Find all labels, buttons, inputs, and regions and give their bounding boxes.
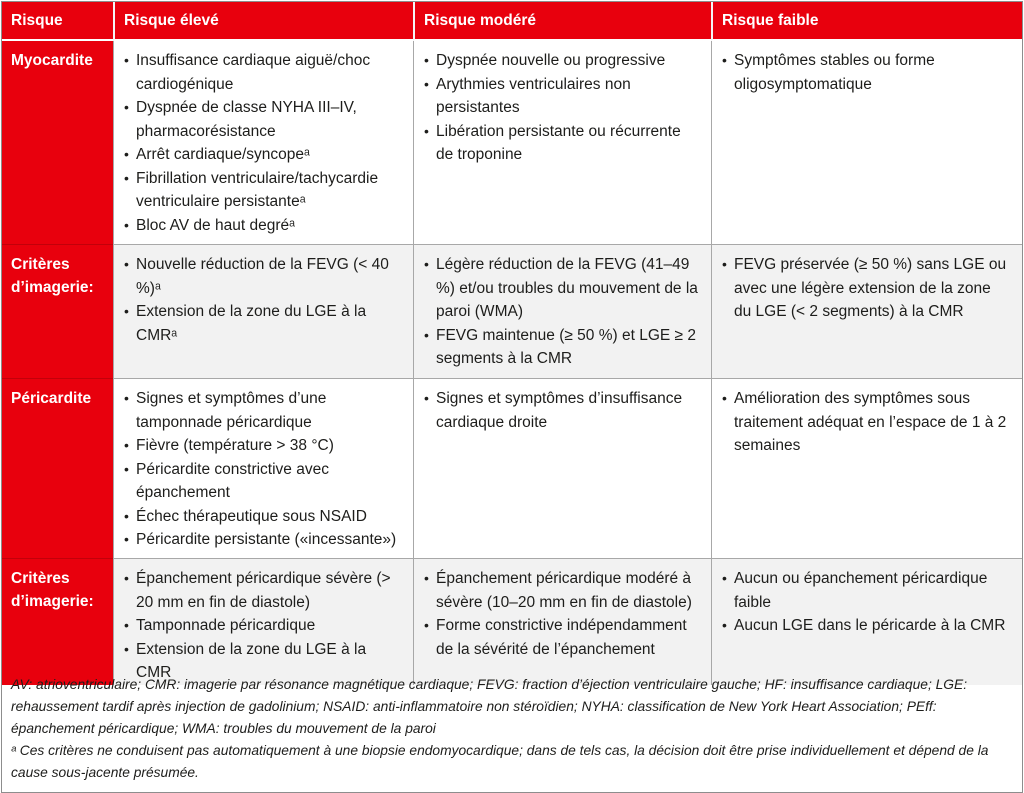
criteria-item: • Épanchement péricardique modéré à sévère (10–20 mm en fin de diastole)	[423, 567, 699, 614]
criteria-item: • Extension de la zone du LGE à la CMR	[123, 638, 401, 685]
cell-low-risk	[711, 558, 1022, 685]
cell-moderate-risk	[413, 244, 711, 378]
row-label: Péricardite	[2, 378, 113, 558]
criteria-item: • Fièvre (température > 38 °C)	[123, 434, 401, 458]
criteria-item: • Extension de la zone du LGE à la CMRᵃ	[123, 300, 401, 347]
cell-moderate-risk	[413, 558, 711, 685]
criteria-item: • Forme constrictive indépendamment de la sévérité de l’épanchement	[423, 614, 699, 661]
criteria-item: • Bloc AV de haut degréᵃ	[123, 214, 401, 238]
criteria-item: • Arythmies ventriculaires non persistantes	[423, 73, 699, 120]
criteria-item: • FEVG maintenue (≥ 50 %) et LGE ≥ 2 segments à la CMR	[423, 324, 699, 371]
table-header-row	[2, 2, 1022, 41]
table-row-pericardite	[2, 378, 1022, 558]
criteria-item: • Insuffisance cardiaque aiguë/choc cardiogénique	[123, 49, 401, 96]
criteria-item: • Échec thérapeutique sous NSAID	[123, 505, 401, 529]
cell-low-risk	[711, 378, 1022, 558]
cell-high-risk	[113, 378, 413, 558]
criteria-item: • Nouvelle réduction de la FEVG (< 40 %)ᵃ	[123, 253, 401, 300]
criteria-item: • Libération persistante ou récurrente de troponine	[423, 120, 699, 167]
criteria-item: • Épanchement péricardique sévère (> 20 mm en fin de diastole)	[123, 567, 401, 614]
row-label: Critères d’imagerie:	[2, 558, 113, 685]
criteria-item: • Dyspnée de classe NYHA III–IV, pharmacorésistance	[123, 96, 401, 143]
criteria-item: • Aucun LGE dans le péricarde à la CMR	[721, 614, 1010, 638]
table-row-imaging-myocardite	[2, 244, 1022, 378]
cell-moderate-risk	[413, 378, 711, 558]
criteria-item: • Péricardite constrictive avec épanchement	[123, 458, 401, 505]
criteria-item: • Arrêt cardiaque/syncopeᵃ	[123, 143, 401, 167]
criteria-item: • Signes et symptômes d’insuffisance cardiaque droite	[423, 387, 699, 434]
cell-moderate-risk	[413, 41, 711, 244]
risk-table-figure	[1, 1, 1023, 793]
footnote-abbreviations: AV: atrioventriculaire; CMR: imagerie par résonance magnétique cardiaque; FEVG: fraction d’éjection ventriculaire gauche; HF: insuffisance cardiaque; LGE: rehaussement tardif après injection de gadolinium; NSAID: anti-inflammatoire non stéroïdien; NYHA: classification de New York Heart Association; PEff: épanchement péricardique; WMA: troubles du mouvement de la paroi	[11, 677, 968, 736]
criteria-item: • Tamponnade péricardique	[123, 614, 401, 638]
footnote-a: ᵃ Ces critères ne conduisent pas automatiquement à une biopsie endomyocardique; dans de tels cas, la décision doit être prise individuellement et dépend de la cause sous-jacente présumée.	[11, 743, 989, 780]
criteria-item: • Symptômes stables ou forme oligosymptomatique	[721, 49, 1010, 96]
header-cell-risque-modere: Risque modéré	[413, 2, 711, 41]
criteria-item: • Légère réduction de la FEVG (41–49 %) et/ou troubles du mouvement de la paroi (WMA)	[423, 253, 699, 324]
criteria-item: • Fibrillation ventriculaire/tachycardie ventriculaire persistanteᵃ	[123, 167, 401, 214]
header-cell-risque-eleve: Risque élevé	[113, 2, 413, 41]
criteria-item: • Dyspnée nouvelle ou progressive	[423, 49, 699, 73]
cell-high-risk	[113, 244, 413, 378]
header-cell-risque-faible: Risque faible	[711, 2, 1022, 41]
cell-low-risk	[711, 41, 1022, 244]
cell-low-risk	[711, 244, 1022, 378]
criteria-item: • Signes et symptômes d’une tamponnade péricardique	[123, 387, 401, 434]
criteria-item: • Amélioration des symptômes sous traitement adéquat en l’espace de 1 à 2 semaines	[721, 387, 1010, 458]
row-label: Myocardite	[2, 41, 113, 244]
criteria-item: • Aucun ou épanchement péricardique faible	[721, 567, 1010, 614]
cell-high-risk	[113, 558, 413, 685]
cell-high-risk	[113, 41, 413, 244]
criteria-item: • FEVG préservée (≥ 50 %) sans LGE ou avec une légère extension de la zone du LGE (< 2 segments) à la CMR	[721, 253, 1010, 324]
row-label: Critères d’imagerie:	[2, 244, 113, 378]
table-row-myocardite	[2, 41, 1022, 244]
criteria-item: • Péricardite persistante («incessante»)	[123, 528, 401, 552]
header-cell-risque: Risque	[2, 2, 113, 41]
table-row-imaging-pericardite	[2, 558, 1022, 681]
